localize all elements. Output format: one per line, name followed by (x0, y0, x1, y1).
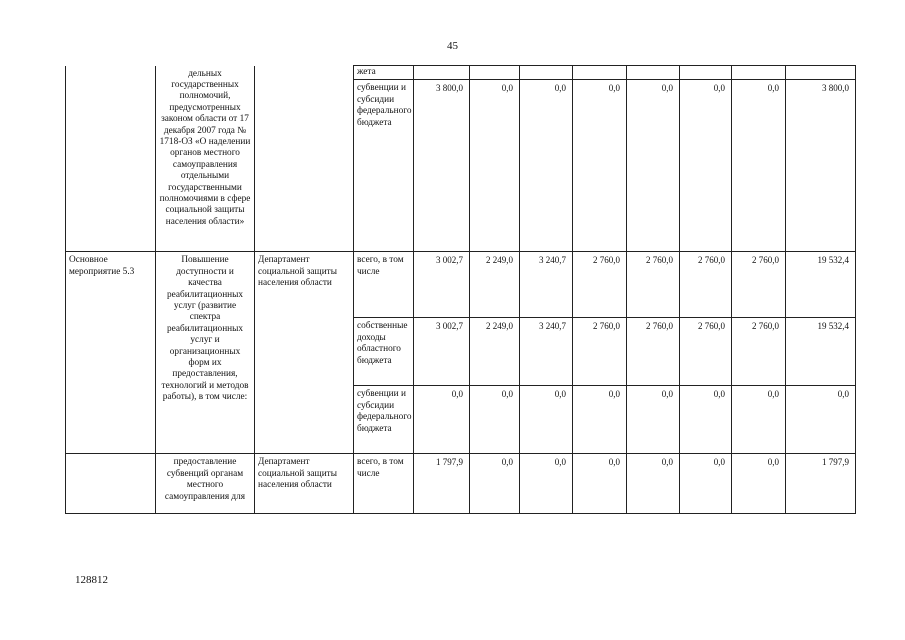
document-code: 128812 (75, 574, 108, 586)
value-cell: 3 240,7 (520, 318, 573, 386)
value-cell: 0,0 (627, 80, 680, 252)
value-cell: 1 797,9 (414, 454, 470, 514)
value-cell: 19 532,4 (786, 252, 856, 318)
status-cell-empty (66, 454, 156, 514)
value-cell: 3 002,7 (414, 318, 470, 386)
value-cell: 2 249,0 (470, 318, 520, 386)
measure-name-continued: дельных государственных полномочий, предусмотренных законом области от 17 декабря 2007 года № 1718-ОЗ «О наделении органов местного самоуправления отдельными государственными полномочиями в сфере социальной защиты населения области» (156, 66, 255, 252)
budget-table (65, 65, 856, 514)
value-cell: 2 760,0 (732, 252, 786, 318)
source-continued: жета (354, 66, 414, 80)
table-row (66, 66, 856, 80)
value-cell: 0,0 (786, 386, 856, 454)
value-cell: 2 760,0 (627, 252, 680, 318)
table-row (66, 454, 856, 514)
measure-executor: Департамент социальной защиты населения области (255, 252, 354, 454)
value-cell: 0,0 (520, 386, 573, 454)
value-cell: 0,0 (573, 80, 627, 252)
value-cell: 0,0 (732, 386, 786, 454)
value-cell: 0,0 (470, 454, 520, 514)
table-row (66, 252, 856, 318)
value-cell: 0,0 (627, 386, 680, 454)
measure-name: Повышение доступности и качества реабилитационных услуг (развитие спектра реабилитационных услуг и организационных форм их предоставления, технологий и методов работы), в том числе: (156, 252, 255, 454)
measure-status: Основное мероприятие 5.3 (66, 252, 156, 454)
value-cell: 0,0 (680, 80, 732, 252)
value-cell: 0,0 (414, 386, 470, 454)
funding-source: субвенции и субсидии федерального бюджета (354, 386, 414, 454)
value-cell: 0,0 (573, 454, 627, 514)
value-cell: 2 760,0 (680, 252, 732, 318)
sub-measure-name: предоставление субвенций органам местного самоуправления для (156, 454, 255, 514)
value-cell: 1 797,9 (786, 454, 856, 514)
value-cell: 0,0 (680, 454, 732, 514)
value-cell: 2 760,0 (732, 318, 786, 386)
value-cell: 19 532,4 (786, 318, 856, 386)
value-cell: 0,0 (520, 80, 573, 252)
funding-source: собственные доходы областного бюджета (354, 318, 414, 386)
value-cell: 3 800,0 (786, 80, 856, 252)
value-cell: 2 760,0 (627, 318, 680, 386)
value-cell: 0,0 (680, 386, 732, 454)
value-cell: 0,0 (520, 454, 573, 514)
executor-cell-empty (255, 66, 354, 252)
value-cell: 0,0 (573, 386, 627, 454)
value-cell: 2 249,0 (470, 252, 520, 318)
value-cell: 3 800,0 (414, 80, 470, 252)
value-cell: 3 240,7 (520, 252, 573, 318)
value-cell: 0,0 (732, 454, 786, 514)
value-cell: 0,0 (732, 80, 786, 252)
funding-source: всего, в том числе (354, 454, 414, 514)
status-cell-empty (66, 66, 156, 252)
value-cell: 0,0 (627, 454, 680, 514)
value-cell: 0,0 (470, 80, 520, 252)
value-cell: 0,0 (470, 386, 520, 454)
value-cell: 3 002,7 (414, 252, 470, 318)
sub-measure-executor: Департамент социальной защиты населения области (255, 454, 354, 514)
funding-source: субвенции и субсидии федерального бюджета (354, 80, 414, 252)
value-cell: 2 760,0 (680, 318, 732, 386)
value-cell: 2 760,0 (573, 252, 627, 318)
page-number: 45 (447, 40, 458, 52)
value-cell: 2 760,0 (573, 318, 627, 386)
funding-source: всего, в том числе (354, 252, 414, 318)
